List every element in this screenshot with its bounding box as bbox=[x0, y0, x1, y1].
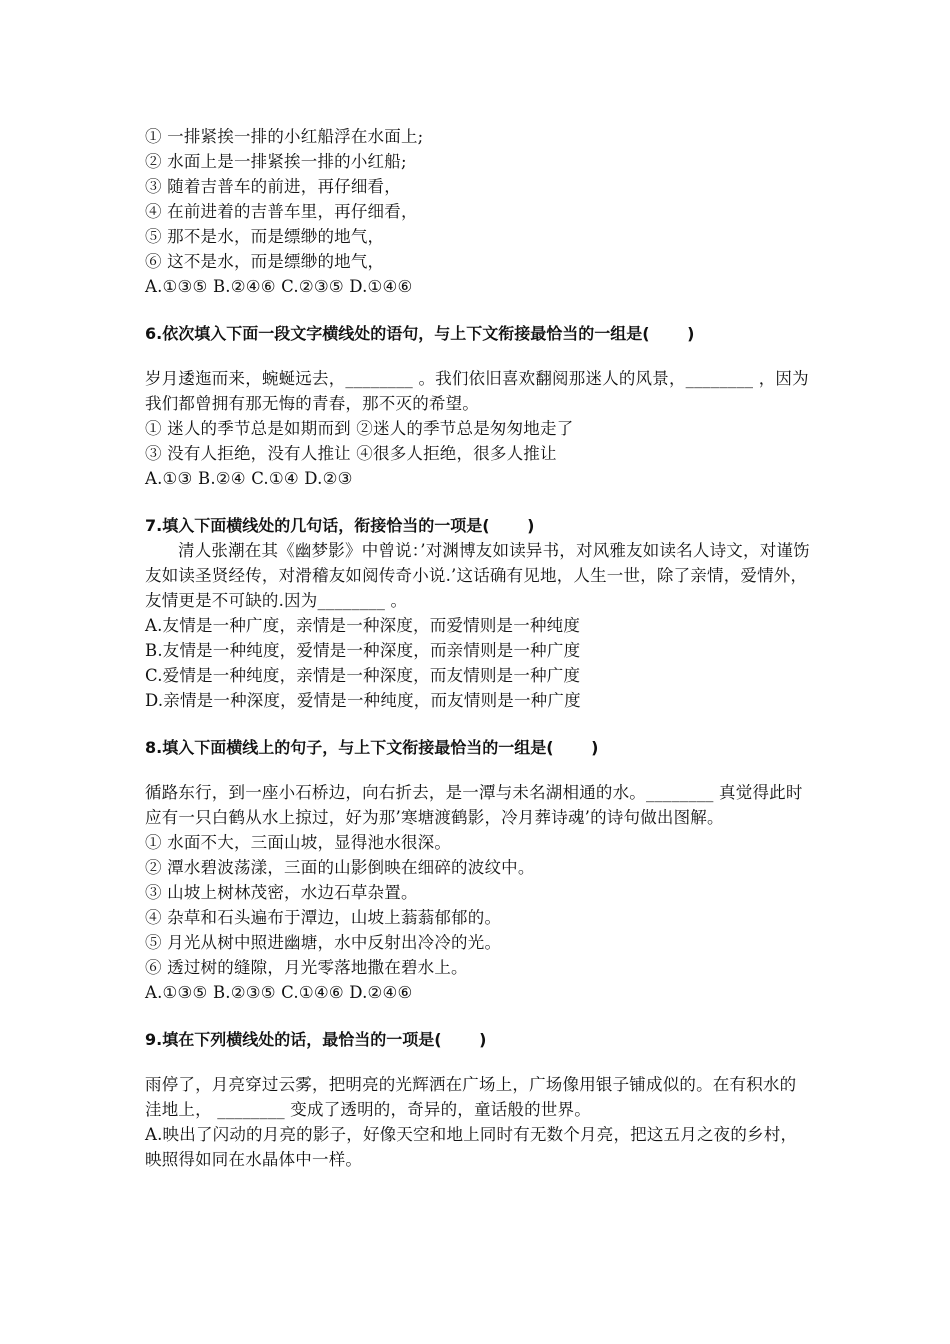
q8-passage: 循路东行，到一座小石桥边，向右折去，是一潭与未名湖相通的水。________ 真觉得此时应有一只白鹤从水上掠过，好为那’寒塘渡鹤影，冷月葬诗魂’的诗句做出图解。 bbox=[145, 783, 803, 827]
document-content bbox=[145, 124, 810, 1172]
q7-title: 7.填入下面横线处的几句话，衔接恰当的一项是( ) bbox=[145, 516, 535, 535]
q5-choices: A.①③⑤ B.②④⑥ C.②③⑤ D.①④⑥ bbox=[145, 277, 413, 296]
q8-option-4: ④ 杂草和石头遍布于潭边，山坡上蓊蓊郁郁的。 bbox=[145, 908, 502, 927]
q9-passage: 雨停了，月亮穿过云雾，把明亮的光辉洒在广场上，广场像用银子铺成似的。在有积水的洼地上， ________ 变成了透明的，奇异的，童话般的世界。 bbox=[145, 1075, 797, 1119]
q8-option-2: ② 潭水碧波荡漾，三面的山影倒映在细碎的波纹中。 bbox=[145, 858, 535, 877]
q7-option-b: B.友情是一种纯度，爱情是一种深度，而亲情则是一种广度 bbox=[145, 641, 581, 660]
q5-option-3: ③ 随着吉普车的前进，再仔细看， bbox=[145, 177, 401, 196]
q8-option-6: ⑥ 透过树的缝隙，月光零落地撒在碧水上。 bbox=[145, 958, 468, 977]
q9-option-a: A.映出了闪动的月亮的影子，好像天空和地上同时有无数个月亮，把这五月之夜的乡村，映照得如同在水晶体中一样。 bbox=[145, 1125, 798, 1169]
q6-passage: 岁月逶迤而来，蜿蜒远去，________ 。我们依旧喜欢翻阅那迷人的风景，________ ，因为我们都曾拥有那无悔的青春，那不灭的希望。 bbox=[145, 369, 809, 413]
q6-title: 6.依次填入下面一段文字横线处的语句，与上下文衔接最恰当的一组是( ) bbox=[145, 324, 695, 343]
question-8 bbox=[145, 735, 810, 1005]
q5-option-2: ② 水面上是一排紧挨一排的小红船; bbox=[145, 152, 407, 171]
q5-option-1: ① 一排紧挨一排的小红船浮在水面上; bbox=[145, 127, 424, 146]
question-9 bbox=[145, 1027, 810, 1172]
q7-option-c: C.爱情是一种纯度，亲情是一种深度，而友情则是一种广度 bbox=[145, 666, 581, 685]
question-7 bbox=[145, 513, 810, 713]
q5-option-5: ⑤ 那不是水，而是缥缈的地气， bbox=[145, 227, 385, 246]
q8-option-3: ③ 山坡上树林茂密，水边石草杂置。 bbox=[145, 883, 418, 902]
question-6 bbox=[145, 321, 810, 491]
q7-passage: 清人张潮在其《幽梦影》中曾说：’对渊博友如读异书，对风雅友如读名人诗文，对谨饬友如读圣贤经传，对滑稽友如阅传奇小说.’这话确有见地，人生一世，除了亲情，爱情外，友情更是不可缺的.因为________ 。 bbox=[145, 541, 810, 610]
q6-choices: A.①③ B.②④ C.①④ D.②③ bbox=[145, 469, 353, 488]
q5-option-4: ④ 在前进着的吉普车里，再仔细看， bbox=[145, 202, 418, 221]
question-5 bbox=[145, 124, 810, 299]
q8-choices: A.①③⑤ B.②③⑤ C.①④⑥ D.②④⑥ bbox=[145, 983, 413, 1002]
q7-option-d: D.亲情是一种深度，爱情是一种纯度，而友情则是一种广度 bbox=[145, 691, 581, 710]
q5-option-6: ⑥ 这不是水，而是缥缈的地气， bbox=[145, 252, 385, 271]
q6-option-1: ① 迷人的季节总是如期而到 ②迷人的季节总是匆匆地走了 bbox=[145, 419, 574, 438]
q8-option-5: ⑤ 月光从树中照进幽塘，水中反射出冷冷的光。 bbox=[145, 933, 502, 952]
q8-option-1: ① 水面不大，三面山坡，显得池水很深。 bbox=[145, 833, 452, 852]
q6-option-2: ③ 没有人拒绝，没有人推让 ④很多人拒绝，很多人推让 bbox=[145, 444, 557, 463]
q9-title: 9.填在下列横线处的话，最恰当的一项是( ) bbox=[145, 1030, 487, 1049]
q8-title: 8.填入下面横线上的句子，与上下文衔接最恰当的一组是( ) bbox=[145, 738, 599, 757]
q7-option-a: A.友情是一种广度，亲情是一种深度，而爱情则是一种纯度 bbox=[145, 616, 581, 635]
